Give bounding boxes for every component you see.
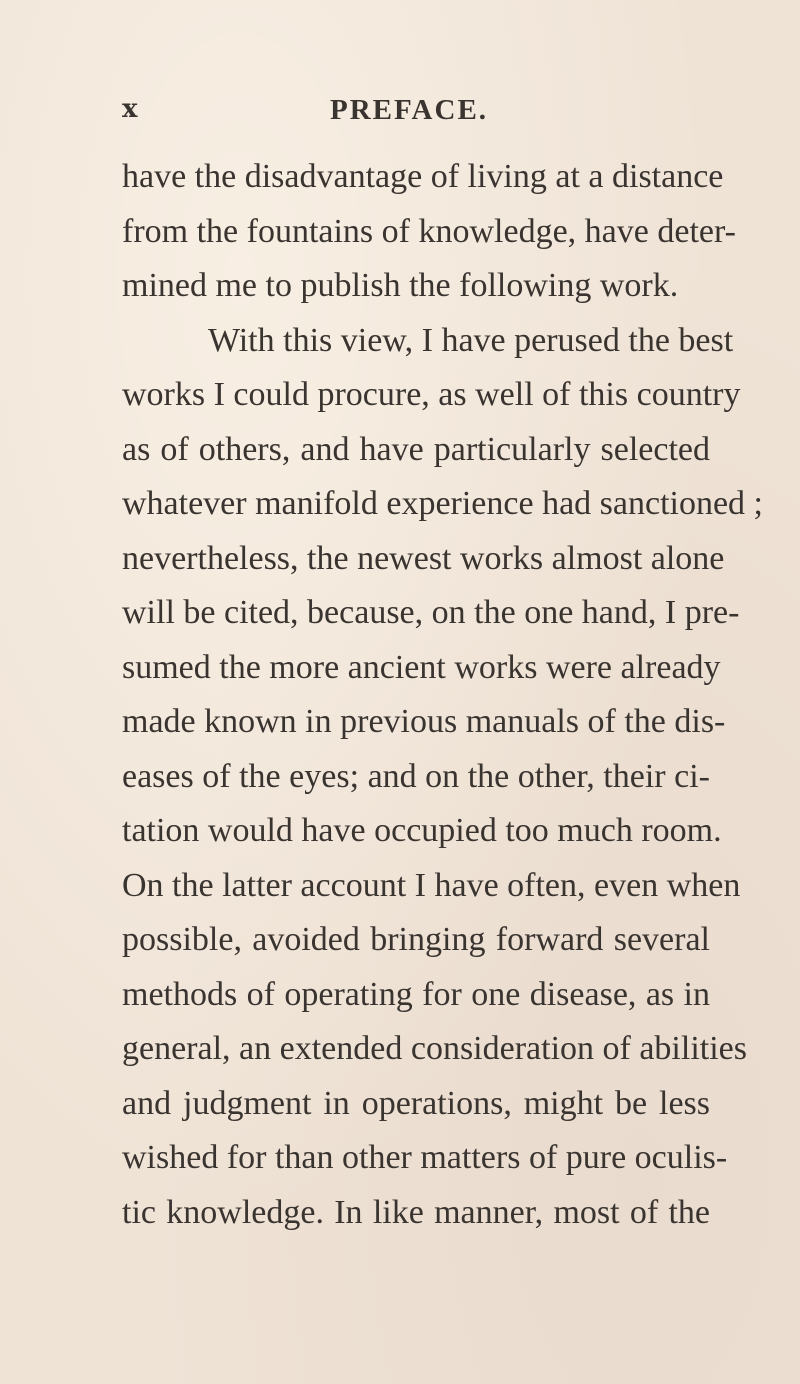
text-line: will be cited, because, on the one hand, I pre- [122,594,740,631]
text-line: general, an extended consideration of abilities [122,1030,747,1067]
text-line: tic knowledge. In like manner, most of the [122,1193,710,1231]
text-line: possible, avoided bringing forward several [122,921,710,958]
text-line: mined me to publish the following work. [122,267,679,304]
text-line: works I could procure, as well of this country [122,376,741,413]
text-line: wished for than other matters of pure oculis- [122,1139,728,1176]
text-line: and judgment in operations, might be less [122,1084,710,1122]
text-line: as of others, and have particularly selected [122,430,710,468]
text-line: tation would have occupied too much room. [122,812,722,849]
text-line: With this view, I have perused the best [208,321,734,359]
text-line: from the fountains of knowledge, have deter- [122,212,736,250]
text-line: nevertheless, the newest works almost alone [122,539,725,577]
text-line: sumed the more ancient works were already [122,648,721,686]
text-line: On the latter account I have often, even when [122,866,741,904]
body-text [122,150,764,1240]
text-line: made known in previous manuals of the dis- [122,703,726,740]
text-line: eases of the eyes; and on the other, their ci- [122,757,710,795]
page-number: x [122,94,139,124]
text-line: have the disadvantage of living at a distance [122,158,724,195]
text-line: methods of operating for one disease, as in [122,975,710,1013]
text-line: whatever manifold experience had sanctioned ; [122,485,764,522]
running-head: PREFACE. [330,94,489,126]
page-header [0,94,800,134]
